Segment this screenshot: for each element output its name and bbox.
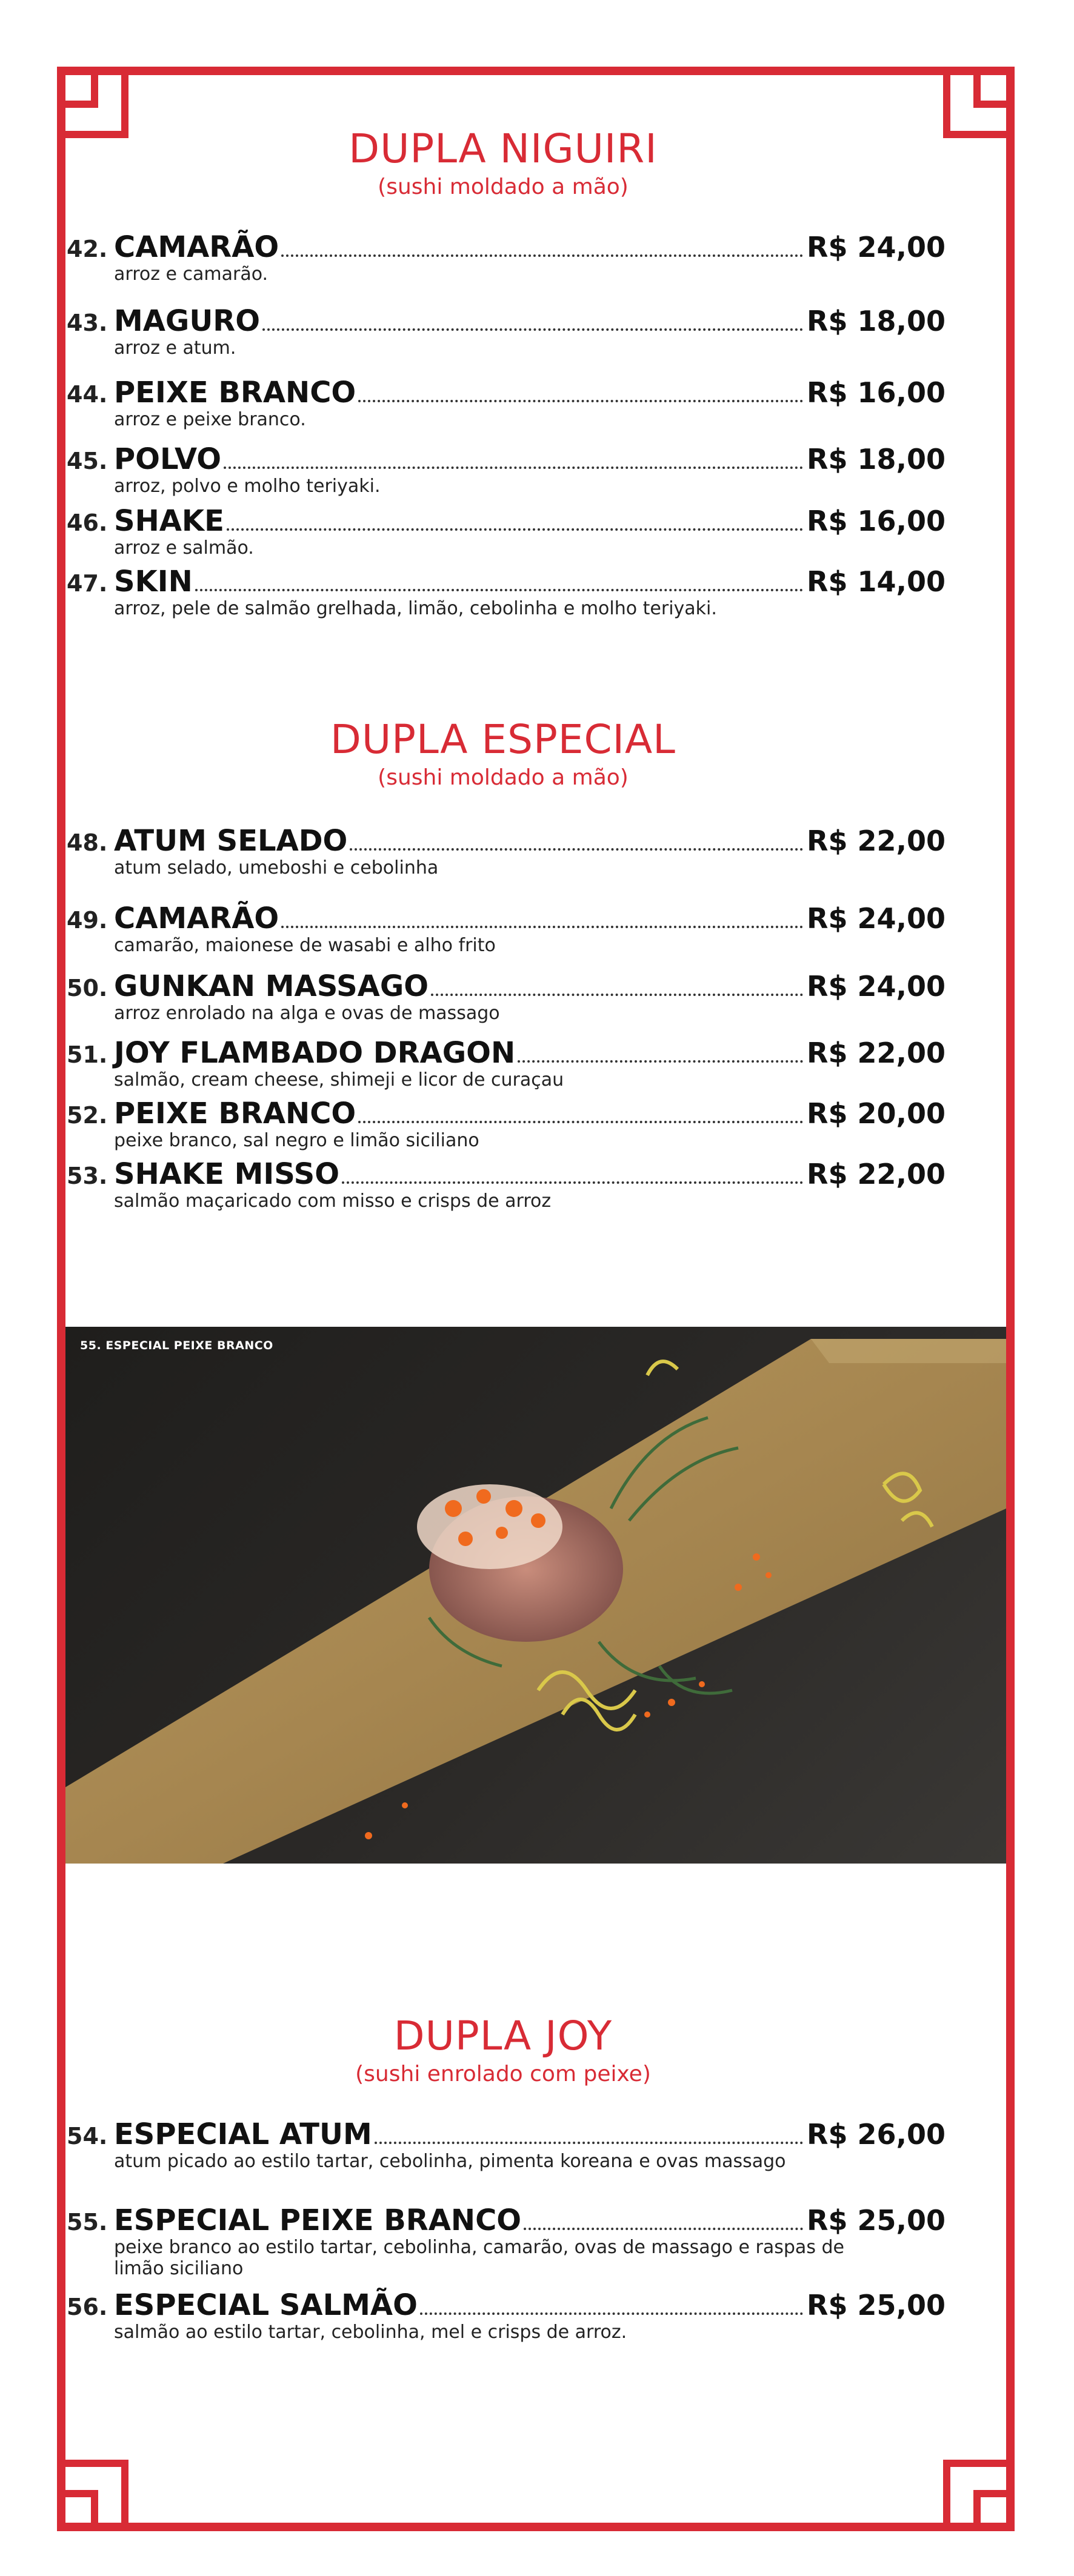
dot-leader: [518, 1060, 803, 1063]
item-price: R$ 22,00: [807, 1037, 946, 1069]
menu-item: [67, 376, 946, 431]
dot-leader: [420, 2312, 803, 2315]
menu-item: [67, 901, 946, 957]
dot-leader: [281, 254, 803, 257]
section-header-dupla-joy: [67, 2014, 939, 2086]
item-price: R$ 14,00: [807, 565, 946, 598]
dot-leader: [375, 2142, 803, 2144]
item-name: GUNKAN MASSAGO: [114, 969, 429, 1003]
item-price: R$ 25,00: [807, 2289, 946, 2322]
item-price: R$ 24,00: [807, 902, 946, 935]
item-price: R$ 24,00: [807, 231, 946, 264]
menu-item: [67, 2203, 946, 2279]
item-description: atum picado ao estilo tartar, cebolinha, pimenta koreana e ovas massago: [114, 2151, 786, 2172]
menu-item: [67, 1036, 946, 1091]
item-price: R$ 22,00: [807, 825, 946, 857]
section-header-dupla-especial: [67, 718, 939, 789]
menu-item: [67, 504, 946, 559]
dot-leader: [281, 926, 803, 928]
item-name: SHAKE MISSO: [114, 1157, 339, 1191]
item-description: camarão, maionese de wasabi e alho frito: [114, 935, 496, 956]
photo-caption: 55. ESPECIAL PEIXE BRANCO: [80, 1339, 273, 1352]
item-number: 52.: [67, 1102, 108, 1129]
section-subtitle: (sushi enrolado com peixe): [355, 2061, 651, 2086]
item-price: R$ 18,00: [807, 443, 946, 476]
dot-leader: [224, 466, 803, 469]
item-price: R$ 25,00: [807, 2204, 946, 2237]
item-description: arroz e peixe branco.: [114, 409, 306, 430]
menu-item: [67, 2117, 946, 2173]
dot-leader: [342, 1181, 803, 1184]
item-name: CAMARÃO: [114, 230, 279, 264]
dot-leader: [358, 1121, 803, 1123]
item-name: SKIN: [114, 565, 193, 599]
item-price: R$ 22,00: [807, 1158, 946, 1190]
dish-photo: [65, 1327, 1006, 1864]
item-description: arroz e salmão.: [114, 537, 254, 559]
item-description: salmão maçaricado com misso e crisps de arroz: [114, 1190, 552, 1212]
item-number: 48.: [67, 829, 108, 856]
item-description: salmão, cream cheese, shimeji e licor de curaçau: [114, 1069, 564, 1090]
item-description: peixe branco ao estilo tartar, cebolinha, camarão, ovas de massago e raspas de limão siciliano: [114, 2237, 844, 2279]
item-price: R$ 18,00: [807, 305, 946, 337]
item-number: 54.: [67, 2123, 108, 2149]
item-description: peixe branco, sal negro e limão siciliano: [114, 1130, 479, 1151]
menu-item: [67, 304, 946, 359]
item-name: POLVO: [114, 442, 222, 476]
menu-item: [67, 230, 946, 285]
item-price: R$ 20,00: [807, 1097, 946, 1130]
menu-item: [67, 1157, 946, 1212]
item-number: 47.: [67, 570, 108, 597]
menu-item: [67, 565, 946, 620]
item-number: 46.: [67, 510, 108, 536]
item-price: R$ 24,00: [807, 970, 946, 1003]
item-number: 53.: [67, 1163, 108, 1189]
item-price: R$ 26,00: [807, 2118, 946, 2151]
section-title: DUPLA ESPECIAL: [330, 716, 676, 763]
item-number: 56.: [67, 2294, 108, 2320]
item-number: 44.: [67, 381, 108, 408]
item-description: arroz, polvo e molho teriyaki.: [114, 476, 381, 497]
item-description: arroz e atum.: [114, 337, 236, 359]
dish-illustration: [65, 1327, 1006, 1864]
menu-item: [67, 1097, 946, 1152]
item-name: ESPECIAL ATUM: [114, 2117, 372, 2151]
item-price: R$ 16,00: [807, 376, 946, 409]
dot-leader: [524, 2228, 803, 2230]
item-price: R$ 16,00: [807, 505, 946, 537]
item-number: 49.: [67, 907, 108, 934]
item-number: 42.: [67, 236, 108, 262]
section-title: DUPLA JOY: [393, 2013, 613, 2059]
item-name: MAGURO: [114, 304, 261, 338]
item-number: 55.: [67, 2209, 108, 2236]
section-subtitle: (sushi moldado a mão): [378, 174, 629, 199]
dot-leader: [431, 994, 803, 996]
menu-item: [67, 969, 946, 1024]
section-header-dupla-niguiri: [67, 127, 939, 199]
item-description: arroz enrolado na alga e ovas de massago: [114, 1003, 500, 1024]
dot-leader: [358, 400, 803, 402]
item-name: SHAKE: [114, 504, 224, 538]
menu-item: [67, 2288, 946, 2343]
item-name: ATUM SELADO: [114, 824, 348, 858]
item-description: atum selado, umeboshi e cebolinha: [114, 857, 439, 878]
item-name: PEIXE BRANCO: [114, 1097, 356, 1130]
item-name: ESPECIAL PEIXE BRANCO: [114, 2203, 522, 2237]
section-title: DUPLA NIGUIRI: [349, 125, 658, 172]
item-number: 51.: [67, 1041, 108, 1068]
item-name: ESPECIAL SALMÃO: [114, 2288, 418, 2322]
item-name: JOY FLAMBADO DRAGON: [114, 1036, 516, 1070]
dot-leader: [262, 328, 803, 331]
section-subtitle: (sushi moldado a mão): [378, 765, 629, 790]
item-description: salmão ao estilo tartar, cebolinha, mel e crisps de arroz.: [114, 2322, 627, 2343]
item-description: arroz e camarão.: [114, 264, 268, 285]
dot-leader: [195, 589, 803, 591]
corner-ornament-bottom-right: [943, 2460, 1015, 2531]
dot-leader: [227, 528, 803, 531]
item-name: PEIXE BRANCO: [114, 376, 356, 410]
item-number: 43.: [67, 310, 108, 336]
corner-ornament-bottom-left: [57, 2460, 128, 2531]
dot-leader: [350, 848, 803, 851]
menu-item: [67, 824, 946, 879]
corner-ornament-top-right: [943, 67, 1015, 138]
menu-item: [67, 442, 946, 497]
item-number: 50.: [67, 975, 108, 1001]
item-description: arroz, pele de salmão grelhada, limão, cebolinha e molho teriyaki.: [114, 598, 717, 619]
item-number: 45.: [67, 448, 108, 474]
item-name: CAMARÃO: [114, 901, 279, 935]
